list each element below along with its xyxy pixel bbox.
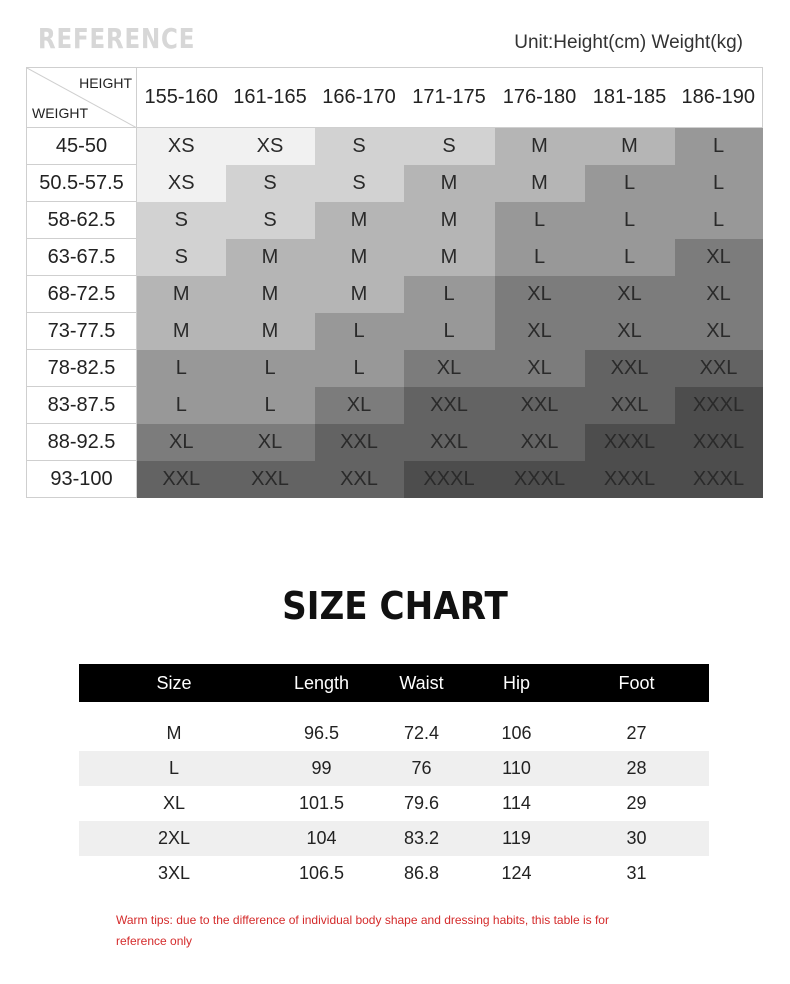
size-cell: XL <box>585 276 675 313</box>
size-cell: XL <box>137 424 226 461</box>
size-cell: XL <box>585 313 675 350</box>
size-cell: XXL <box>315 461 404 498</box>
size-cell: L <box>675 202 763 239</box>
reference-table <box>26 67 763 498</box>
size-cell: XXXL <box>675 424 763 461</box>
size-cell: M <box>315 239 404 276</box>
size-chart-cell: 106 <box>501 723 532 743</box>
size-chart-cell: 106.5 <box>298 863 345 883</box>
height-header: 171-175 <box>404 68 495 128</box>
size-cell: L <box>675 128 763 165</box>
size-cell: XL <box>495 276 585 313</box>
size-cell: S <box>137 239 226 276</box>
size-cell: XXL <box>226 461 315 498</box>
height-header: 161-165 <box>226 68 315 128</box>
size-chart-cell: 27 <box>626 723 647 743</box>
size-cell: M <box>137 276 226 313</box>
reference-row <box>27 239 763 276</box>
height-header: 186-190 <box>675 68 763 128</box>
size-cell: XXL <box>495 424 585 461</box>
reference-row <box>27 165 763 202</box>
size-cell: XXXL <box>585 461 675 498</box>
height-header: 155-160 <box>137 68 226 128</box>
size-cell: M <box>495 128 585 165</box>
size-cell: L <box>495 202 585 239</box>
size-cell: XXL <box>404 424 495 461</box>
weight-label: 45-50 <box>27 128 137 165</box>
size-chart-cell: 86.8 <box>403 863 440 883</box>
size-cell: M <box>404 239 495 276</box>
size-cell: M <box>404 202 495 239</box>
size-chart-cell: 76 <box>374 751 469 786</box>
corner-cell <box>27 68 137 128</box>
size-cell: S <box>137 202 226 239</box>
size-cell: S <box>226 165 315 202</box>
size-chart-cell: 30 <box>564 821 709 856</box>
size-chart-row <box>79 821 709 856</box>
height-header-row <box>27 68 763 128</box>
weight-label: 63-67.5 <box>27 239 137 276</box>
size-chart-cell: 96.5 <box>303 723 340 743</box>
size-cell: XXL <box>404 387 495 424</box>
size-chart-spacer <box>79 702 709 716</box>
size-cell: M <box>226 239 315 276</box>
size-cell: L <box>226 387 315 424</box>
size-cell: L <box>495 239 585 276</box>
size-chart-header: Hip <box>469 664 564 702</box>
weight-label: 68-72.5 <box>27 276 137 313</box>
size-chart-cell: 2XL <box>79 821 269 856</box>
reference-row <box>27 276 763 313</box>
size-cell: L <box>315 313 404 350</box>
weight-label: 73-77.5 <box>27 313 137 350</box>
size-cell: XXXL <box>404 461 495 498</box>
height-header: 176-180 <box>495 68 585 128</box>
weight-label: 50.5-57.5 <box>27 165 137 202</box>
reference-row <box>27 313 763 350</box>
corner-height-label: HEIGHT <box>79 75 132 91</box>
size-cell: XXL <box>315 424 404 461</box>
size-chart-header: Length <box>269 664 374 702</box>
size-chart-row <box>79 786 709 821</box>
size-cell: L <box>585 165 675 202</box>
size-chart-cell: 3XL <box>157 863 191 883</box>
size-chart-cell: 114 <box>502 793 531 813</box>
size-cell: XXL <box>675 350 763 387</box>
size-chart-header: Size <box>79 664 269 702</box>
size-cell: XL <box>675 239 763 276</box>
reference-row <box>27 128 763 165</box>
size-chart-cell: M <box>166 723 182 743</box>
size-chart-cell: 104 <box>269 821 374 856</box>
weight-label: 78-82.5 <box>27 350 137 387</box>
size-cell: L <box>585 239 675 276</box>
size-cell: XXXL <box>675 387 763 424</box>
size-cell: M <box>226 313 315 350</box>
warm-tips: Warm tips: due to the difference of individual body shape and dressing habits, this table is for reference only <box>116 913 609 948</box>
size-chart-title: SIZE CHART <box>282 584 508 628</box>
size-chart-cell: 31 <box>626 863 647 883</box>
size-cell: M <box>495 165 585 202</box>
size-chart-cell: XL <box>162 793 186 813</box>
reference-row <box>27 387 763 424</box>
size-chart-row <box>79 751 709 786</box>
size-cell: S <box>315 128 404 165</box>
size-cell: XS <box>137 165 226 202</box>
size-cell: M <box>226 276 315 313</box>
weight-label: 88-92.5 <box>27 424 137 461</box>
size-chart-row <box>79 716 709 751</box>
reference-row <box>27 424 763 461</box>
size-chart-cell: 99 <box>269 751 374 786</box>
size-cell: XXXL <box>675 461 763 498</box>
size-chart-cell: 101.5 <box>298 793 345 813</box>
size-cell: L <box>585 202 675 239</box>
size-cell: M <box>315 276 404 313</box>
size-cell: XXL <box>585 350 675 387</box>
size-cell: XXL <box>495 387 585 424</box>
size-chart-row <box>79 856 709 891</box>
size-chart-cell: 29 <box>626 793 647 813</box>
size-cell: XL <box>315 387 404 424</box>
size-chart-body <box>79 702 709 891</box>
size-cell: L <box>137 387 226 424</box>
size-cell: XXL <box>137 461 226 498</box>
size-cell: S <box>404 128 495 165</box>
height-header: 166-170 <box>315 68 404 128</box>
size-chart-cell: 119 <box>469 821 564 856</box>
size-cell: M <box>585 128 675 165</box>
size-cell: M <box>315 202 404 239</box>
size-chart-cell: L <box>79 751 269 786</box>
size-chart-table <box>79 664 709 891</box>
size-cell: XL <box>675 276 763 313</box>
size-cell: XXXL <box>585 424 675 461</box>
size-chart-cell: 124 <box>501 863 532 883</box>
size-chart-spacer-cell <box>79 702 709 716</box>
size-cell: M <box>404 165 495 202</box>
reference-title: REFERENCE <box>38 22 196 55</box>
size-cell: L <box>315 350 404 387</box>
size-chart-header-row <box>79 664 709 702</box>
size-chart-header: Waist <box>374 664 469 702</box>
size-cell: L <box>137 350 226 387</box>
reference-row <box>27 202 763 239</box>
size-cell: XS <box>137 128 226 165</box>
size-cell: L <box>675 165 763 202</box>
size-cell: L <box>226 350 315 387</box>
size-cell: XL <box>226 424 315 461</box>
size-cell: XS <box>226 128 315 165</box>
weight-label: 93-100 <box>27 461 137 498</box>
size-cell: XL <box>675 313 763 350</box>
size-cell: XL <box>495 313 585 350</box>
size-cell: XXXL <box>495 461 585 498</box>
size-chart-header: Foot <box>564 664 709 702</box>
height-header: 181-185 <box>585 68 675 128</box>
size-cell: S <box>226 202 315 239</box>
size-cell: M <box>137 313 226 350</box>
size-cell: L <box>404 313 495 350</box>
reference-body <box>27 128 763 498</box>
size-cell: L <box>404 276 495 313</box>
size-cell: XL <box>404 350 495 387</box>
corner-weight-label: WEIGHT <box>32 105 88 121</box>
size-chart-cell: 28 <box>564 751 709 786</box>
size-cell: XXL <box>585 387 675 424</box>
weight-label: 58-62.5 <box>27 202 137 239</box>
size-cell: XL <box>495 350 585 387</box>
unit-label: Unit:Height(cm) Weight(kg) <box>514 32 743 53</box>
size-chart-cell: 83.2 <box>374 821 469 856</box>
size-chart-cell: 72.4 <box>403 723 440 743</box>
weight-label: 83-87.5 <box>27 387 137 424</box>
size-chart-cell: 110 <box>469 751 564 786</box>
size-chart-cell: 79.6 <box>403 793 440 813</box>
reference-row <box>27 461 763 498</box>
reference-row <box>27 350 763 387</box>
size-cell: S <box>315 165 404 202</box>
